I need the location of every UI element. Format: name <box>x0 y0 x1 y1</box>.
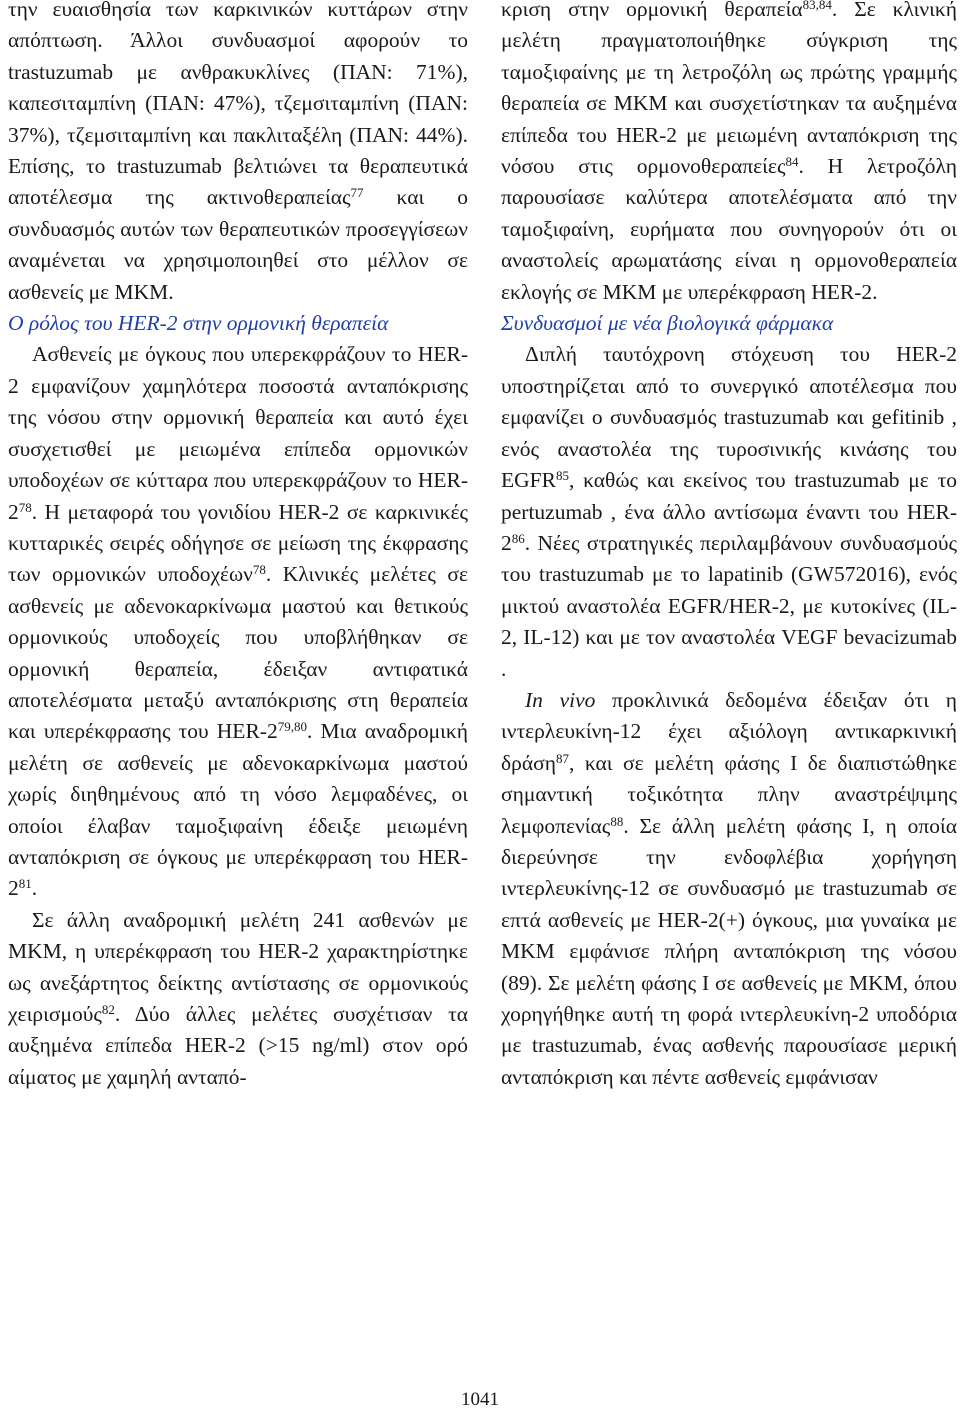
citation-ref: 85 <box>555 468 569 484</box>
left-paragraph-3 <box>8 905 468 1093</box>
left-paragraph-2 <box>8 339 468 904</box>
section-heading-new-biologics: Συνδυασμοί με νέα βιολογικά φάρμακα <box>501 311 834 336</box>
citation-ref: 79,80 <box>277 719 307 735</box>
right-paragraph-1 <box>501 0 957 308</box>
citation-ref: 81 <box>18 876 32 892</box>
text-span: Ασθενείς με όγκους που υπερεκφράζουν το HER-2 εμφανίζουν χαμηλότερα ποσοστά ανταπόκρισης της νόσου στην ορμονική θεραπεία και αυτό έχει συσχετισθεί με μειωμένα επίπεδα ορμονικών υποδοχέων σε κύτταρα που υπερεκφράζουν το HER-2 <box>8 342 468 524</box>
citation-ref: 78 <box>18 499 32 515</box>
citation-ref: 87 <box>555 750 569 766</box>
text-span: Διπλή ταυτόχρονη στόχευση του HER-2 υποστηρίζεται από το συνεργικό αποτέλεσμα που εμφανίζει ο συνδυασμός trastuzumab και gefitinib , ενός αναστολέα της τυροσινικής κινάσης του EGFR <box>501 342 957 493</box>
text-span: προκλινικά δεδομένα έδειξαν ότι η ιντερλευκίνη-12 έχει αξιόλογη αντικαρκινική δράση <box>501 687 957 775</box>
citation-ref: 86 <box>511 530 525 546</box>
text-span: . Δύο άλλες μελέτες συσχέτισαν τα αυξημένα επίπεδα HER-2 (>15 ng/ml) στον ορό αίματος με χαμηλή ανταπό- <box>8 1002 468 1089</box>
text-span: . <box>31 876 38 901</box>
text-span: Σε άλλη αναδρομική μελέτη 241 ασθενών με ΜΚΜ, η υπερέκφραση του HER-2 χαρακτηρίστηκε ως ανεξάρτητος δείκτης αντίστασης σε ορμονικούς χειρισμούς <box>8 907 468 1026</box>
left-column <box>8 0 468 1093</box>
text-span: . Σε κλινική μελέτη πραγματοποιήθηκε σύγκριση της ταμοξιφαίνης με τη λετροζόλη ως πρώτης γραμμής θεραπεία σε ΜΚΜ και συσχετίστηκαν τα αυξημένα επίπεδα του HER-2 με μειωμένη ανταπόκριση της νόσου στις ορμονοθεραπείες <box>501 0 958 179</box>
right-column <box>501 0 957 1093</box>
text-span: , καθώς και εκείνος του trastuzumab με το pertuzumab , ένα άλλο αντίσωμα έναντι του HER-2 <box>501 468 957 555</box>
text-span: . Η μεταφορά του γονιδίου HER-2 σε καρκινικές κυτταρικές σειρές οδήγησε σε μείωση της έκφρασης των ορμονικών υποδοχέων <box>8 499 468 587</box>
section-heading-her2-hormonal: Ο ρόλος του HER-2 στην ορμονική θεραπεία <box>8 311 389 336</box>
citation-ref: 88 <box>610 813 624 829</box>
page-number: 1041 <box>461 1389 499 1410</box>
italic-term: In vivo <box>525 687 596 712</box>
text-span: κριση στην ορμονική θεραπεία <box>501 0 803 21</box>
text-span: . Η λετροζόλη παρουσίασε καλύτερα αποτελέσματα από την ταμοξιφαίνη, ευρήματα που συνηγορούν ότι οι αναστολείς αρωματάσης είναι η ορμονοθεραπεία εκλογής σε ΜΚΜ με υπερέκφραση HER-2. <box>501 154 957 304</box>
text-span: . Κλινικές μελέτες σε ασθενείς με αδενοκαρκίνωμα μαστού και θετικούς ορμονικούς υποδοχείς που υποβλήθηκαν σε ορμονική θεραπεία, έδειξαν αντιφατικά αποτελέσματα μεταξύ ανταπόκρισης στη θεραπεία και υπερέκφρασης του HER-2 <box>8 562 468 744</box>
citation-ref: 78 <box>252 562 266 578</box>
citation-ref: 82 <box>101 1002 115 1017</box>
left-paragraph-1 <box>8 0 468 308</box>
text-span: . Νέες στρατηγικές περιλαμβάνουν συνδυασμούς του trastuzumab με το lapatinib (GW572016), ενός μικτού αναστολέα EGFR/HER-2, με κυτοκίνες (IL-2, IL-12) και με τον αναστολέα VEGF bevacizumab . <box>501 530 957 681</box>
right-paragraph-2 <box>501 339 957 684</box>
text-span: . Σε άλλη μελέτη φάσης Ι, η οποία διερεύνησε την ενδοφλέβια χορήγηση ιντερλευκίνης-12 σε συνδυασμό με trastuzumab σε επτά ασθενείς με HER-2(+) όγκους, μια γυναίκα με ΜΚΜ εμφάνισε πλήρη ανταπόκριση της νόσου (89). Σε μελέτη φάσης Ι σε ασθενείς με ΜΚΜ, όπου χορηγήθηκε αυτή τη φορά ιντερλευκίνη-2 υποδόρια με trastuzumab, ένας ασθενής παρουσίασε μερική ανταπόκριση και πέντε ασθενείς εμφάνισαν <box>501 813 957 1089</box>
text-span: και ο συνδυασμός αυτών των θεραπευτικών προσεγγίσεων αναμένεται να χρησιμοποιηθεί στο μέλλον σε ασθενείς με ΜΚΜ. <box>8 185 468 304</box>
citation-ref: 83,84 <box>802 0 832 12</box>
text-span: . Μια αναδρομική μελέτη σε ασθενείς με αδενοκαρκίνωμα μαστού χωρίς διηθημένους από τη νόσο λεμφαδένες, οι οποίοι έλαβαν ταμοξιφαίνη έδειξε μειωμένη ανταπόκριση σε όγκους με υπερέκφραση του HER-2 <box>8 719 468 901</box>
right-paragraph-3 <box>501 685 957 1093</box>
text-span: , και σε μελέτη φάσης Ι δε διαπιστώθηκε σημαντική τοξικότητα πλην αναστρέψιμης λεμφοπενίας <box>501 750 957 838</box>
citation-ref: 77 <box>350 185 364 201</box>
text-span: την ευαισθησία των καρκινικών κυττάρων στην απόπτωση. Άλλοι συνδυασμοί αφορούν το trastuzumab με ανθρακυκλίνες (ΠΑΝ: 71%), καπεσιταμπίνη (ΠΑΝ: 47%), τζεμσιταμπίνη (ΠΑΝ: 37%), τζεμσιταμπίνη και πακλιταξέλη (ΠΑΝ: 44%). Επίσης, το trastuzumab βελτιώνει τα θεραπευτικά αποτέλεσμα της ακτινοθεραπείας <box>8 0 468 210</box>
citation-ref: 84 <box>785 154 799 170</box>
